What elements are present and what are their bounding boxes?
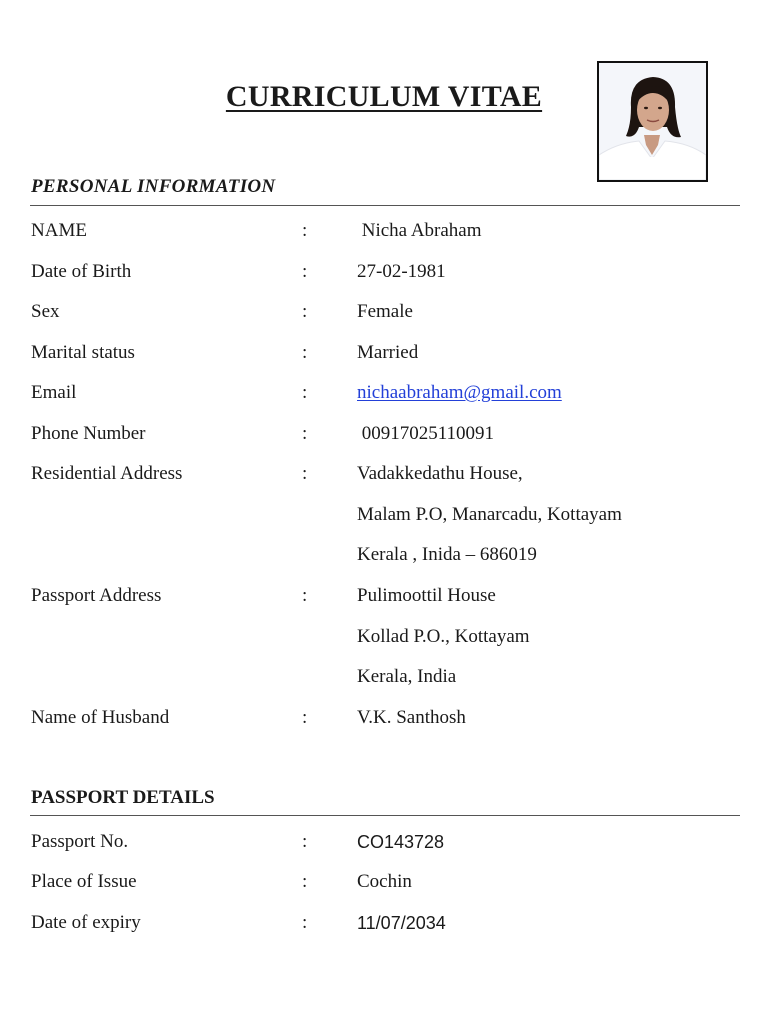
field-row-date-of-birth xyxy=(0,259,768,285)
personal-info-heading: PERSONAL INFORMATION xyxy=(31,176,276,197)
field-row-name-of-husband xyxy=(0,705,768,731)
field-separator: : xyxy=(302,463,308,484)
passport-details-divider xyxy=(30,815,740,816)
field-label: Name of Husband xyxy=(31,707,170,728)
field-label: Passport Address xyxy=(31,585,162,606)
field-separator: : xyxy=(302,871,308,892)
field-separator: : xyxy=(302,342,308,363)
passport-details-heading: PASSPORT DETAILS xyxy=(31,787,215,808)
field-row-name xyxy=(0,218,768,244)
document-title: CURRICULUM VITAE xyxy=(225,80,543,113)
field-label: Passport No. xyxy=(31,831,129,852)
profile-photo xyxy=(597,61,708,182)
field-label: Email xyxy=(31,382,77,403)
email-link[interactable]: nichaabraham@gmail.com xyxy=(357,382,562,403)
field-label: Residential Address xyxy=(31,463,183,484)
field-row-passport-address-cont xyxy=(0,664,768,690)
marital-status-value: Married xyxy=(357,342,419,363)
field-row-passport-address xyxy=(0,583,768,609)
name-value: Nicha Abraham xyxy=(357,220,482,241)
field-row-email xyxy=(0,380,768,406)
field-label: Place of Issue xyxy=(31,871,137,892)
field-row-date-of-expiry xyxy=(0,910,768,936)
field-separator: : xyxy=(302,301,308,322)
field-row-passport-address-cont xyxy=(0,624,768,650)
residential-address-line-2: Malam P.O, Manarcadu, Kottayam xyxy=(357,504,622,525)
portrait-image xyxy=(599,63,706,180)
field-separator: : xyxy=(302,382,308,403)
field-label: Date of Birth xyxy=(31,261,132,282)
passport-address-line-2: Kollad P.O., Kottayam xyxy=(357,626,530,647)
field-label: Sex xyxy=(31,301,60,322)
passport-address-line-3: Kerala, India xyxy=(357,666,457,687)
sex-value: Female xyxy=(357,301,413,322)
field-separator: : xyxy=(302,585,308,606)
passport-number-value: CO143728 xyxy=(357,832,445,852)
husband-name-value: V.K. Santhosh xyxy=(357,707,466,728)
field-label: NAME xyxy=(31,220,87,241)
residential-address-line-1: Vadakkedathu House, xyxy=(357,463,523,484)
field-row-residential-address xyxy=(0,461,768,487)
field-separator: : xyxy=(302,220,308,241)
field-row-place-of-issue xyxy=(0,869,768,895)
field-row-residential-address-cont xyxy=(0,542,768,568)
field-label: Marital status xyxy=(31,342,135,363)
field-row-phone-number xyxy=(0,421,768,447)
date-of-birth-value: 27-02-1981 xyxy=(357,261,446,282)
field-label: Phone Number xyxy=(31,423,146,444)
field-separator: : xyxy=(302,423,308,444)
place-of-issue-value: Cochin xyxy=(357,871,412,892)
field-separator: : xyxy=(302,831,308,852)
field-row-sex xyxy=(0,299,768,325)
date-of-expiry-value: 11/07/2034 xyxy=(357,913,446,933)
field-row-marital-status xyxy=(0,340,768,366)
field-separator: : xyxy=(302,912,308,933)
passport-address-line-1: Pulimoottil House xyxy=(357,585,496,606)
field-separator: : xyxy=(302,707,308,728)
residential-address-line-3: Kerala , Inida – 686019 xyxy=(357,544,537,565)
personal-info-divider xyxy=(30,205,740,206)
field-label: Date of expiry xyxy=(31,912,141,933)
field-row-residential-address-cont xyxy=(0,502,768,528)
phone-number-value: 00917025110091 xyxy=(357,423,495,444)
field-separator: : xyxy=(302,261,308,282)
field-row-passport-no xyxy=(0,829,768,855)
